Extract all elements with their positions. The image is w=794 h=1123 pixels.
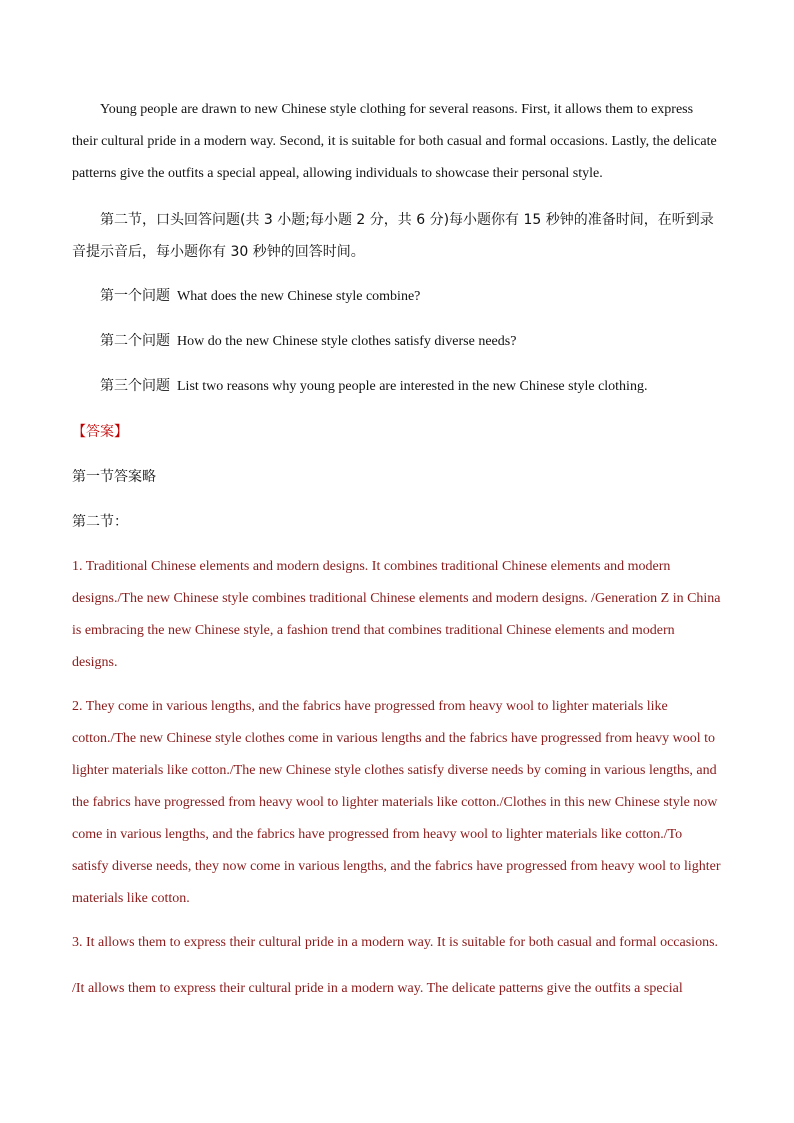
answer-heading: 【答案】 (72, 424, 128, 440)
question-2-label: 第二个问题 (100, 333, 170, 349)
section2-instructions: 第二节，口头回答问题(共 3 小题;每小题 2 分，共 6 分)每小题你有 15 秒钟的准备时间，在听到录音提示音后，每小题你有 30 秒钟的回答时间。 (72, 212, 714, 260)
answer-3-continued: /It allows them to express their cultural pride in a modern way. The delicate patterns give the outfits a special (72, 981, 683, 996)
question-3 (100, 370, 720, 403)
question-2 (100, 325, 720, 358)
question-1 (100, 280, 720, 313)
section1-answer: 第一节答案略 (72, 469, 156, 485)
question-2-text: How do the new Chinese style clothes satisfy diverse needs? (177, 334, 517, 349)
answer-2: 2. They come in various lengths, and the fabrics have progressed from heavy wool to lighter materials like cotton./The new Chinese style clothes come in various lengths and the fabrics have progressed from heavy wool to lighter materials like cotton./The new Chinese style clothes satisfy diverse needs by coming in various lengths, and the fabrics have progressed from heavy wool to lighter materials like cotton./Clothes in this new Chinese style now come in various lengths, and the fabrics have progressed from heavy wool to lighter materials like cotton./To satisfy diverse needs, they now come in various lengths, and the fabrics have progressed from heavy wool to lighter materials like cotton. (72, 699, 721, 906)
section2-label: 第二节： (72, 514, 128, 530)
answer-3: 3. It allows them to express their cultural pride in a modern way. It is suitable for both casual and formal occasions. (72, 935, 719, 950)
answer-1: 1. Traditional Chinese elements and modern designs. It combines traditional Chinese elements and modern designs./The new Chinese style combines traditional Chinese elements and modern designs. /Generation Z in China is embracing the new Chinese style, a fashion trend that combines traditional Chinese elements and modern designs. (72, 559, 721, 670)
question-3-label: 第三个问题 (100, 378, 170, 394)
question-1-label: 第一个问题 (100, 288, 170, 304)
question-1-text: What does the new Chinese style combine? (177, 289, 421, 304)
passage-paragraph: Young people are drawn to new Chinese style clothing for several reasons. First, it allows them to express their cultural pride in a modern way. Second, it is suitable for both casual and formal occasions. Lastly, the delicate patterns give the outfits a special appeal, allowing individuals to showcase their personal style. (72, 102, 717, 181)
question-3-text: List two reasons why young people are interested in the new Chinese style clothing. (177, 379, 648, 394)
